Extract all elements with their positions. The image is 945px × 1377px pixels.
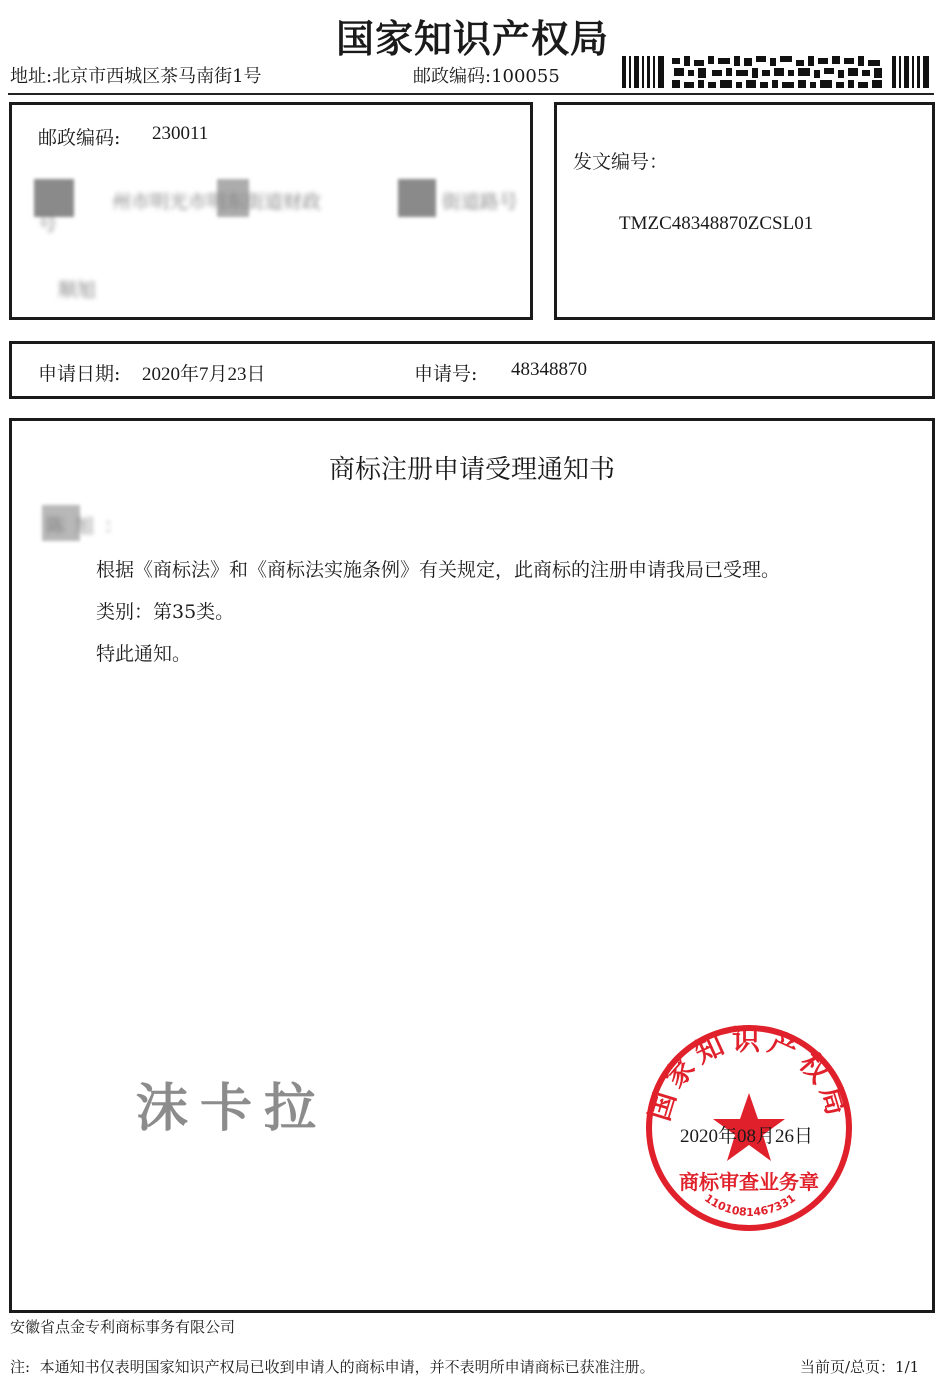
office-postcode: 邮政编码:100055 (413, 66, 560, 87)
doc-number-value: TMZC48348870ZCSL01 (619, 213, 814, 234)
recipient-name: 顺旭 (58, 279, 97, 301)
recipient-address: 州市明光市明东街道财政 街道路号 (112, 191, 518, 213)
recipient-postcode-value: 230011 (152, 123, 209, 144)
barcode (622, 56, 930, 88)
notice-paragraph: 根据《商标法》和《商标法实施条例》有关规定，此商标的注册申请我局已受理。 (96, 559, 781, 581)
application-number-label: 申请号: (414, 363, 478, 385)
notice-category: 类别：第35类。 (96, 601, 235, 623)
page-indicator: 当前页/总页：1/1 (800, 1358, 920, 1376)
doc-number-label: 发文编号： (573, 151, 669, 173)
recipient-postcode-label: 邮政编码: (38, 127, 121, 149)
agency-name: 安徽省点金专利商标事务有限公司 (10, 1318, 236, 1336)
seal-serial: 1101081467331 (702, 1191, 798, 1219)
application-box (9, 341, 935, 399)
office-address: 地址:北京市西城区茶马南街1号 (10, 66, 262, 87)
footer-note: 注: 本通知书仅表明国家知识产权局已收到申请人的商标申请，并不表明所申请商标已获准注册。 (10, 1358, 655, 1376)
notice-closing: 特此通知。 (96, 643, 192, 665)
office-title: 国家知识产权局 (335, 17, 609, 61)
watermark: 沫卡拉 (136, 1079, 329, 1139)
seal-center-text: 商标审查业务章 (679, 1170, 819, 1194)
notice-addressee: 陈旭： (46, 515, 134, 537)
notice-box (9, 418, 935, 1313)
seal-arc-text: 国家知识产权局 (642, 1023, 856, 1125)
application-date-value: 2020年7月23日 (142, 364, 266, 385)
notice-date: 2020年08月26日 (680, 1126, 814, 1147)
recipient-box (9, 102, 533, 320)
header-rule (8, 93, 934, 95)
application-number-value: 48348870 (511, 359, 587, 380)
doc-number-box (554, 102, 935, 320)
notice-title: 商标注册申请受理通知书 (328, 455, 615, 485)
application-date-label: 申请日期: (38, 363, 121, 385)
recipient-address-line2: 号 (38, 213, 58, 235)
